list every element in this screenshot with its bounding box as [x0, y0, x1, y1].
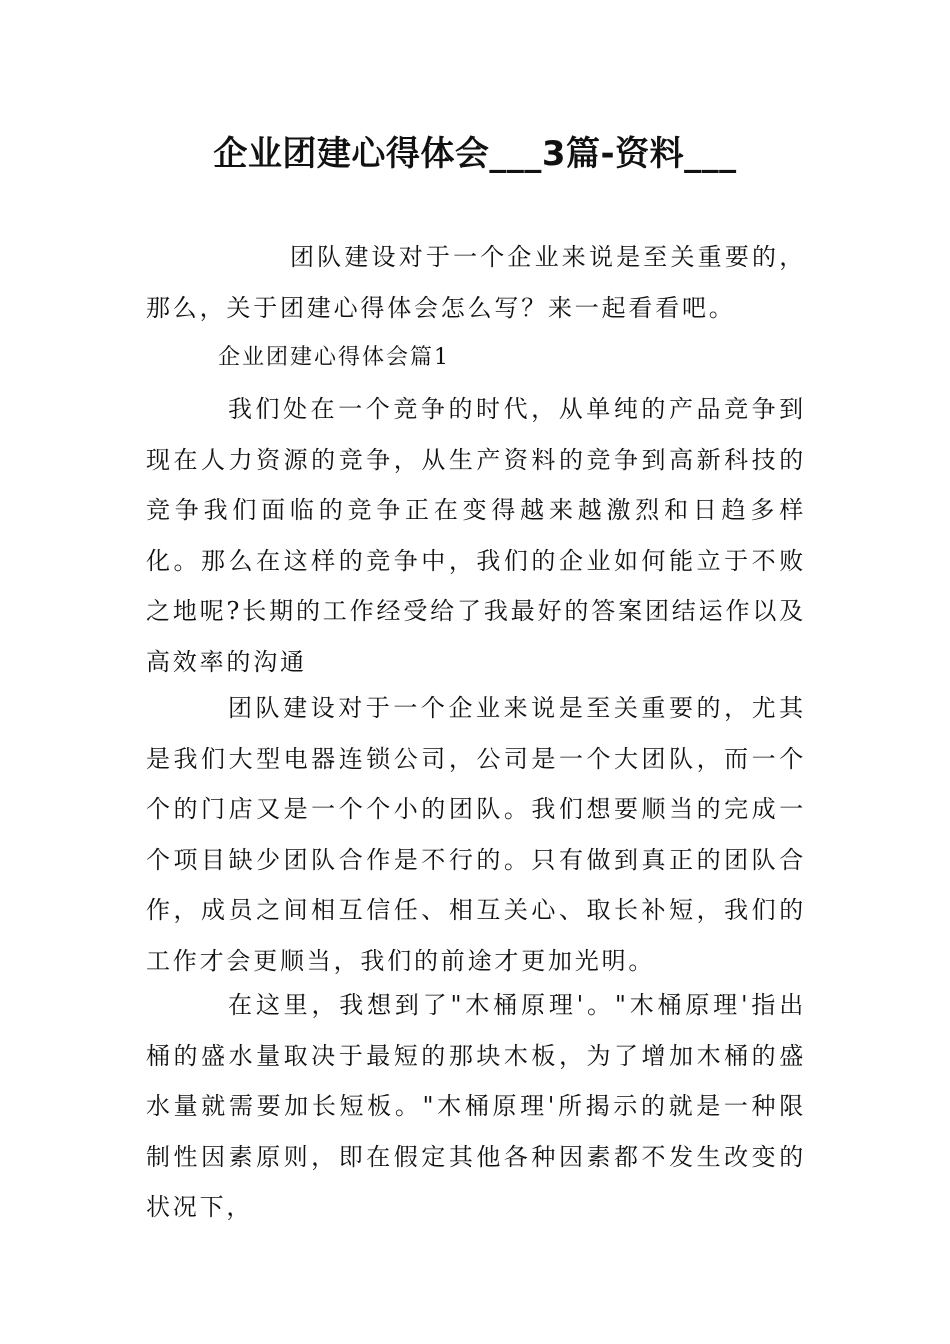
intro-paragraph: 团队建设对于一个企业来说是至关重要的，那么，关于团建心得体会怎么写？来一起看看吧。	[146, 243, 806, 322]
section-heading: 企业团建心得体会篇1	[218, 345, 450, 370]
body-paragraph-2: 团队建设对于一个企业来说是至关重要的，尤其是我们大型电器连锁公司，公司是一个大团队，而一个个的门店又是一个个小的团队。我们想要顺当的完成一个项目缺少团队合作是不行的。只有做到真正的团队合作，成员之间相互信任、相互关心、取长补短，我们的工作才会更顺当，我们的前途才更加光明。	[146, 694, 806, 975]
body-paragraph-3: 在这里，我想到了"木桶原理'。"木桶原理'指出桶的盛水量取决于最短的那块木板，为了增加木桶的盛水量就需要加长短板。"木桶原理'所揭示的就是一种限制性因素原则，即在假定其他各种因素都不发生改变的状况下，	[146, 991, 806, 1221]
document-title: 企业团建心得体会___3篇-资料___	[213, 134, 737, 174]
body-paragraph-1: 我们处在一个竞争的时代，从单纯的产品竞争到现在人力资源的竞争，从生产资料的竞争到高新科技的竞争我们面临的竞争正在变得越来越激烈和日趋多样化。那么在这样的竞争中，我们的企业如何能立于不败之地呢?长期的工作经受给了我最好的答案团结运作以及高效率的沟通	[146, 395, 806, 676]
